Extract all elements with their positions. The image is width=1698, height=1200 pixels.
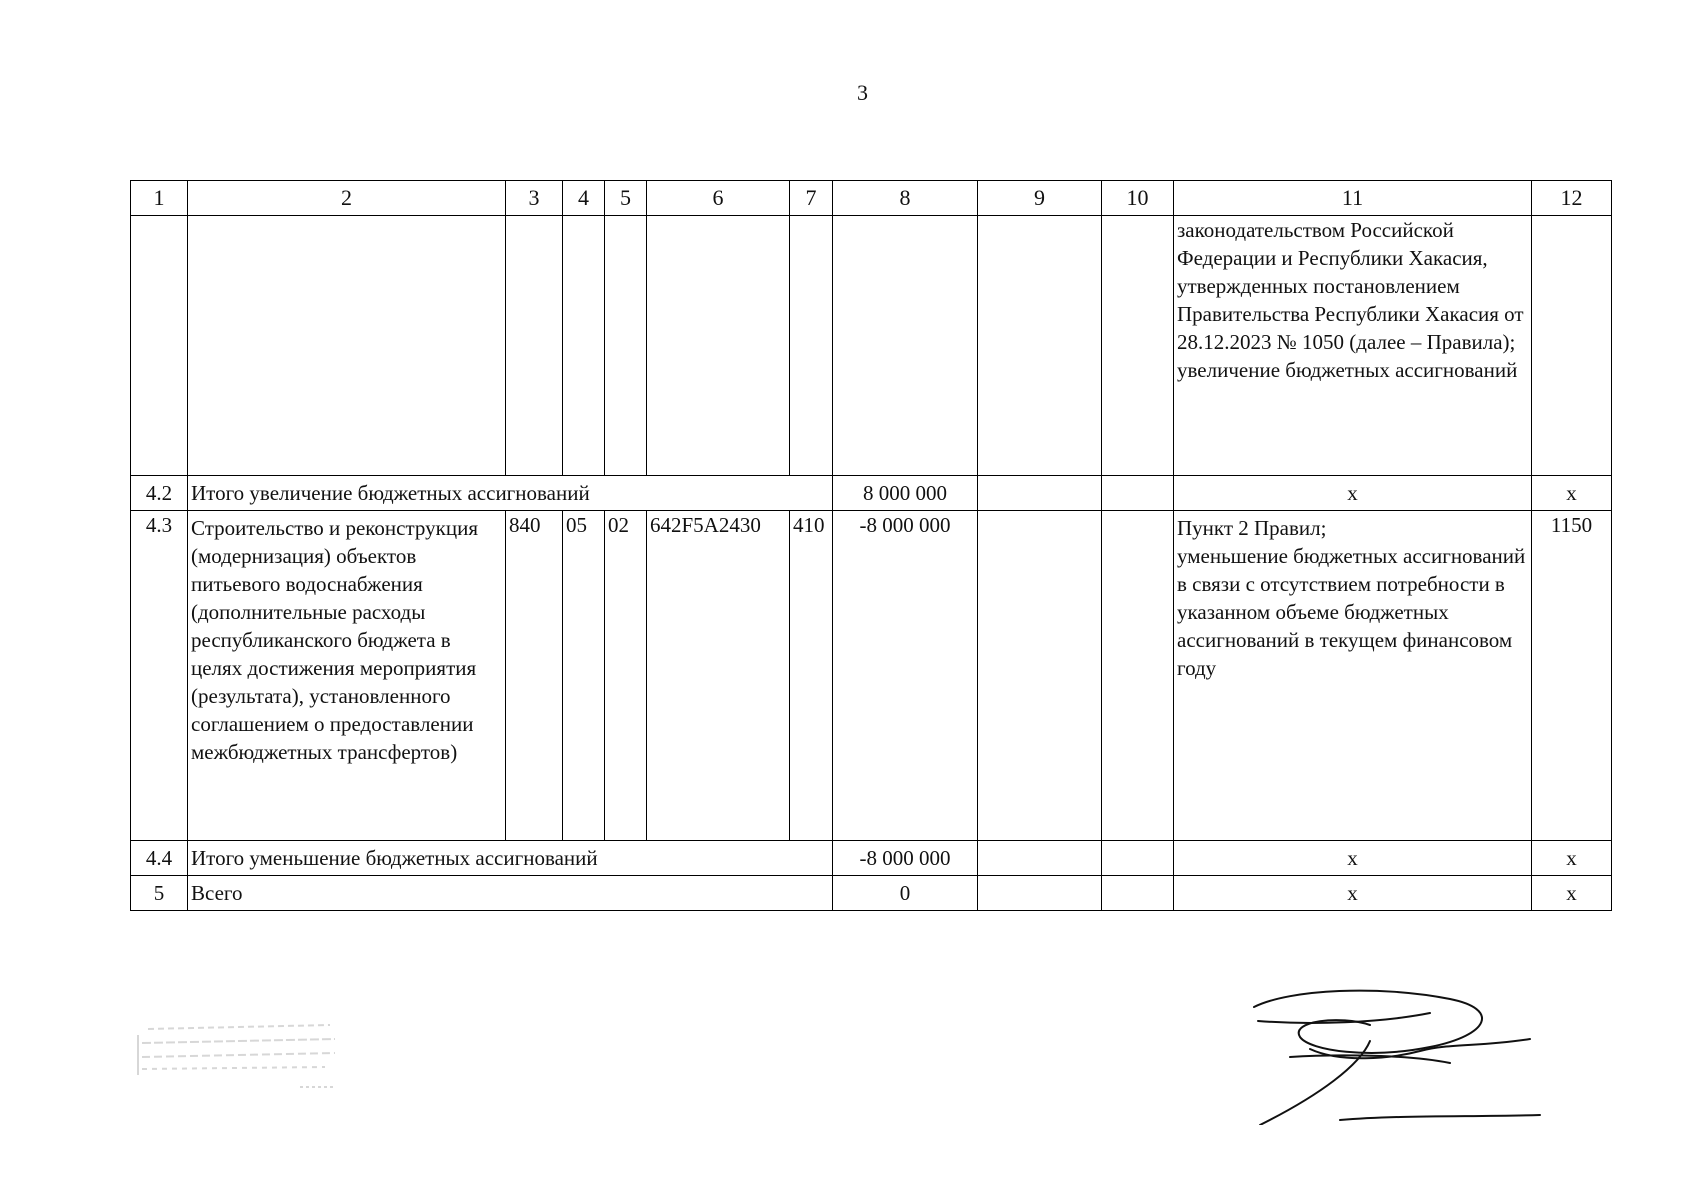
cell-basis: x bbox=[1174, 841, 1532, 876]
row-number: 4.4 bbox=[131, 841, 188, 876]
cell-col12: x bbox=[1532, 876, 1612, 911]
table-row-4-3 bbox=[131, 511, 1612, 841]
col-header-3: 3 bbox=[506, 181, 563, 216]
budget-table bbox=[130, 180, 1612, 911]
cell-col12: x bbox=[1532, 841, 1612, 876]
cell-amount: -8 000 000 bbox=[833, 511, 978, 841]
cell-basis: Пункт 2 Правил; уменьшение бюджетных ассигнований в связи с отсутствием потребности в указанном объеме бюджетных ассигнований в текущем финансовом году bbox=[1174, 511, 1532, 841]
cell-basis-continued: законодательством Российской Федерации и Республики Хакасия, утвержденных постановлением Правительства Республики Хакасия от 28.12.2023 № 1050 (далее – Правила); увеличение бюджетных ассигнований bbox=[1174, 216, 1532, 476]
cell-col12: x bbox=[1532, 476, 1612, 511]
col-header-12: 12 bbox=[1532, 181, 1612, 216]
row-label: Итого уменьшение бюджетных ассигнований bbox=[188, 841, 833, 876]
cell-basis: x bbox=[1174, 876, 1532, 911]
signature-image bbox=[1250, 985, 1570, 1125]
faded-stamp-image bbox=[130, 1015, 350, 1095]
cell-name: Строительство и реконструкция (модернизация) объектов питьевого водоснабжения (дополнительные расходы республиканского бюджета в целях достижения мероприятия (результата), установленного соглашением о предоставлении межбюджетных трансфертов) bbox=[188, 511, 506, 841]
page-number: 3 bbox=[857, 80, 868, 105]
cell-amount: 0 bbox=[833, 876, 978, 911]
col-header-2: 2 bbox=[188, 181, 506, 216]
col-header-8: 8 bbox=[833, 181, 978, 216]
table-row-5 bbox=[131, 876, 1612, 911]
col-header-1: 1 bbox=[131, 181, 188, 216]
col-header-10: 10 bbox=[1102, 181, 1174, 216]
col-header-4: 4 bbox=[563, 181, 605, 216]
cell-col6: 642F5A2430 bbox=[647, 511, 790, 841]
col-header-9: 9 bbox=[978, 181, 1102, 216]
cell-col7: 410 bbox=[790, 511, 833, 841]
cell-col3: 840 bbox=[506, 511, 563, 841]
cell-col5: 02 bbox=[605, 511, 647, 841]
row-number: 5 bbox=[131, 876, 188, 911]
table-row-4-2 bbox=[131, 476, 1612, 511]
row-label: Итого увеличение бюджетных ассигнований bbox=[188, 476, 833, 511]
col-header-6: 6 bbox=[647, 181, 790, 216]
cell-amount: 8 000 000 bbox=[833, 476, 978, 511]
table-row-continued bbox=[131, 216, 1612, 476]
row-number: 4.2 bbox=[131, 476, 188, 511]
header-row bbox=[131, 181, 1612, 216]
cell-col4: 05 bbox=[563, 511, 605, 841]
col-header-11: 11 bbox=[1174, 181, 1532, 216]
cell-basis: x bbox=[1174, 476, 1532, 511]
row-label: Всего bbox=[188, 876, 833, 911]
cell-amount: -8 000 000 bbox=[833, 841, 978, 876]
row-number: 4.3 bbox=[131, 511, 188, 841]
col-header-7: 7 bbox=[790, 181, 833, 216]
col-header-5: 5 bbox=[605, 181, 647, 216]
table-row-4-4 bbox=[131, 841, 1612, 876]
cell-col12: 1150 bbox=[1532, 511, 1612, 841]
